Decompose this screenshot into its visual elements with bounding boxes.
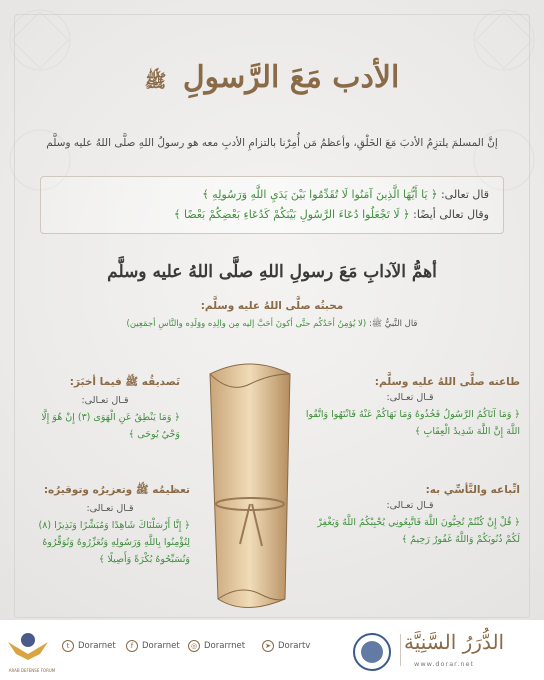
verse-text: ﴿ يَا أَيُّهَا الَّذِينَ آمَنُوا لَا تُقَدِّمُوا بَيْنَ يَدَيِ اللَّهِ وَرَسُولِهِ ﴾ [202, 188, 438, 201]
social-handle: Dorarrnet [204, 641, 246, 651]
parchment-scroll-illustration [190, 354, 310, 614]
block-heading: اتِّباعه والتَّأسِّي به: [425, 484, 520, 496]
obedience-block [300, 376, 520, 440]
brand-name: الدُّرَرُ السَّنِيَّة [404, 630, 505, 654]
twitter-icon: t [62, 640, 74, 652]
social-link-telegram[interactable] [262, 640, 310, 652]
brand-url: www.dorar.net [414, 660, 474, 668]
block-verse: ﴿ وَمَا آتَاكُمُ الرَّسُولُ فَخُذُوهُ وَمَا نَهَاكُمْ عَنْهُ فَانْتَهُوا وَاتَّقُوا اللَّهَ إِنَّ اللَّهَ شَدِيدُ الْعِقَابِ ﴾ [305, 409, 520, 437]
following-block [300, 484, 520, 548]
social-link-instagram[interactable] [188, 640, 245, 652]
social-link-facebook[interactable] [126, 640, 180, 652]
forum-logo-text: ARAB DEFENSE FORUM [8, 668, 56, 673]
footer-bar [0, 620, 544, 680]
telegram-icon: ➤ [262, 640, 274, 652]
dorar-emblem-icon [348, 628, 396, 674]
title-text: الأدب مَعَ الرَّسولِ [182, 60, 400, 95]
verse-line [55, 185, 489, 205]
verse-lead: قال تعالى: [440, 188, 489, 201]
reverence-block [30, 484, 190, 568]
block-sub: قـال تعـالى: [81, 395, 129, 406]
belief-block [30, 376, 180, 443]
intro-text: إنَّ المسلمَ يلتزِمُ الأدبَ مَعَ الخَلْقِ، وأعظمُ مَن أُمِرْنا بالتزامِ الأدبِ معه هو رسولُ اللهِ صلَّى اللهُ عليه وسلَّم [46, 137, 498, 149]
love-hadith [0, 319, 544, 331]
section-heading: أهمُّ الآدابِ مَعَ رسولِ اللهِ صلَّى اللهُ عليه وسلَّم [107, 262, 437, 282]
verse-lead: وقال تعالى أيضًا: [413, 208, 489, 221]
page-title [0, 60, 544, 96]
salawat-glyph: ﷺ [144, 71, 167, 92]
facebook-icon: f [126, 640, 138, 652]
social-link-twitter[interactable] [62, 640, 116, 652]
footer-divider [400, 634, 401, 666]
social-handle: Dorarnet [78, 641, 116, 651]
social-handle: Dorarnet [142, 641, 180, 651]
block-sub: قـال تعـالى: [386, 500, 434, 511]
verse-line [55, 205, 489, 225]
hadith-lead: قال النَّبيُّ ﷺ: [368, 319, 418, 329]
block-heading: طاعته صلَّى اللهُ عليه وسلَّم: [374, 376, 520, 388]
instagram-icon: ◎ [188, 640, 200, 652]
block-heading: تَصديقُه ﷺ فيما أخبَرَ: [69, 376, 180, 388]
block-verse: ﴿ وَمَا يَنْطِقُ عَنِ الْهَوَى (٣) إِنْ هُوَ إِلَّا وَحْيٌ يُوحَى ﴾ [41, 412, 180, 440]
block-sub: قـال تعـالى: [386, 392, 434, 403]
social-handle: Dorartv [278, 641, 311, 651]
love-heading: محبتُه صلَّى اللهُ عليه وسلَّم: [200, 300, 344, 312]
block-sub: قـال تعـالى: [86, 503, 134, 514]
block-heading: تعظيمُه ﷺ وتعزيرُه وتوقيرُه: [43, 484, 190, 496]
hadith-text: (لا يُؤمِنُ أحَدُكُم حتَّى أكونَ أحَبَّ إليه مِن والِدِه ووَلَدِه والنَّاسِ أجمَعِين) [126, 319, 367, 329]
block-verse: ﴿ قُلْ إِنْ كُنْتُمْ تُحِبُّونَ اللَّهَ فَاتَّبِعُونِي يُحْبِبْكُمُ اللَّهُ وَيَغْفِرْ لَكُمْ ذُنُوبَكُمْ وَاللَّهُ غَفُورٌ رَحِيمٌ ﴾ [317, 517, 520, 545]
verse-text: ﴿ لَا تَجْعَلُوا دُعَاءَ الرَّسُولِ بَيْنَكُمْ كَدُعَاءِ بَعْضِكُمْ بَعْضًا ﴾ [174, 208, 410, 221]
block-verse: ﴿ إِنَّا أَرْسَلْنَاكَ شَاهِدًا وَمُبَشِّرًا وَنَذِيرًا (٨) لِتُؤْمِنُوا بِاللَّهِ وَرَسُولِهِ وَتُعَزِّرُوهُ وَتُوَقِّرُوهُ وَتُسَبِّحُوهُ بُكْرَةً وَأَصِيلًا ﴾ [38, 520, 190, 565]
verse-box [40, 176, 504, 234]
